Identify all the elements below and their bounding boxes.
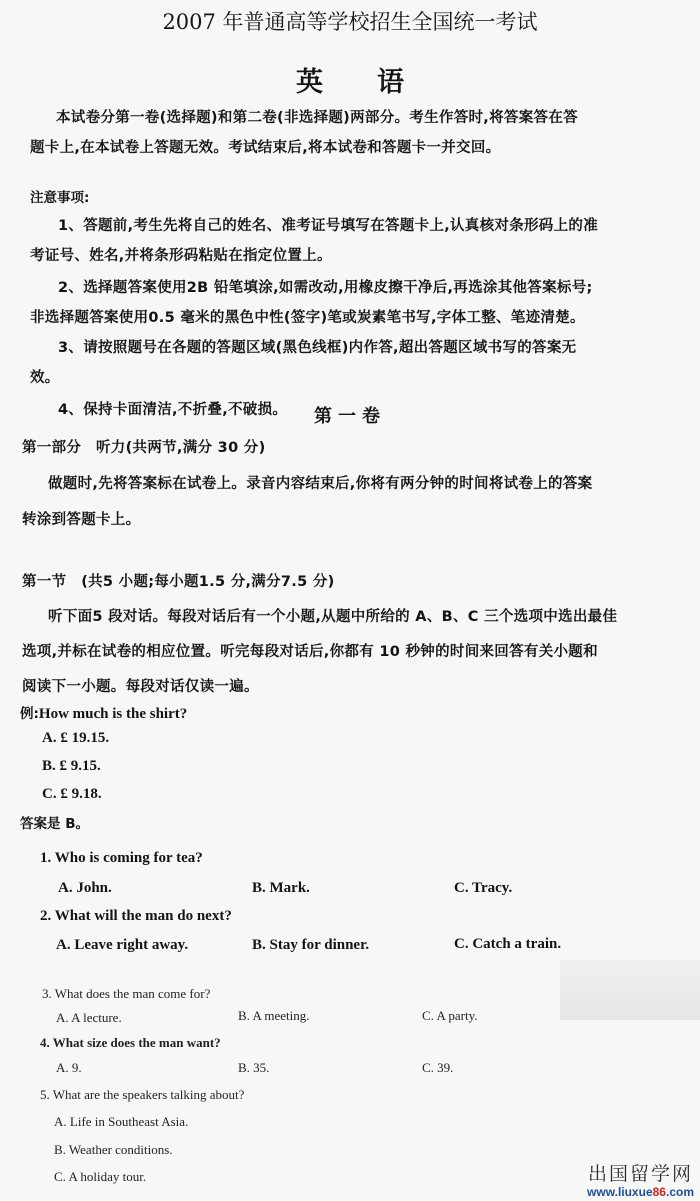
note-3-line-2: 效。	[30, 370, 60, 386]
question-1-option-a: A. John.	[58, 880, 112, 896]
part1-instruction-line-1: 做题时,先将答案标在试卷上。录音内容结束后,你将有两分钟的时间将试卷上的答案	[48, 476, 593, 492]
part1-heading: 第一部分 听力(共两节,满分 30 分)	[22, 440, 266, 456]
subject-char-2: 语	[377, 67, 404, 98]
subject-title	[0, 60, 700, 99]
example-question-text: How much is the shirt?	[38, 706, 188, 722]
exam-title: 2007 年普通高等学校招生全国统一考试	[162, 10, 538, 34]
section1-instruction-line-1: 听下面5 段对话。每段对话后有一个小题,从题中所给的 A、B、C 三个选项中选出最佳	[48, 609, 618, 625]
question-4: 4. What size does the man want?	[40, 1035, 221, 1050]
example-option-c: C. £ 9.18.	[42, 786, 102, 802]
example-option-b: B. £ 9.15.	[42, 758, 101, 774]
question-4-option-b: B. 35.	[238, 1060, 270, 1075]
question-2-option-b: B. Stay for dinner.	[252, 937, 370, 953]
watermark-name: 出国留学网	[588, 1163, 694, 1185]
section1-instruction-line-3: 阅读下一小题。每段对话仅读一遍。	[22, 679, 259, 695]
note-4-line-1: 4、保持卡面清洁,不折叠,不破损。	[58, 402, 288, 418]
question-5-option-b: B. Weather conditions.	[54, 1142, 173, 1157]
question-2: 2. What will the man do next?	[40, 908, 232, 924]
notes-heading: 注意事项:	[30, 190, 90, 206]
question-2-option-a: A. Leave right away.	[56, 937, 189, 953]
question-3-option-c: C. A party.	[422, 1008, 478, 1023]
example-option-a: A. £ 19.15.	[42, 730, 110, 746]
question-1: 1. Who is coming for tea?	[40, 850, 203, 866]
intro-line-2: 题卡上,在本试卷上答题无效。考试结束后,将本试卷和答题卡一并交回。	[30, 140, 501, 156]
example-label: 例:	[20, 706, 39, 722]
question-3: 3. What does the man come for?	[42, 986, 211, 1001]
note-2-line-2: 非选择题答案使用0.5 毫米的黑色中性(签字)笔或炭素笔书写,字体工整、笔迹清楚。	[30, 310, 585, 326]
note-2-line-1: 2、选择题答案使用2B 铅笔填涂,如需改动,用橡皮擦干净后,再选涂其他答案标号;	[58, 280, 593, 296]
question-4-option-a: A. 9.	[56, 1060, 82, 1075]
question-3-option-b: B. A meeting.	[238, 1008, 310, 1023]
question-5-option-c: C. A holiday tour.	[54, 1169, 147, 1184]
question-5: 5. What are the speakers talking about?	[40, 1087, 245, 1102]
question-1-option-b: B. Mark.	[252, 880, 310, 896]
example-answer: 答案是 B。	[20, 816, 89, 832]
question-3-option-a: A. A lecture.	[56, 1010, 122, 1025]
question-1-option-c: C. Tracy.	[454, 880, 513, 896]
note-3-line-1: 3、请按照题号在各题的答题区域(黑色线框)内作答,超出答题区域书写的答案无	[58, 340, 577, 356]
site-watermark	[587, 1163, 694, 1199]
section1-heading: 第一节 (共5 小题;每小题1.5 分,满分7.5 分)	[22, 574, 335, 590]
question-2-option-c: C. Catch a train.	[454, 936, 562, 952]
question-4-option-c: C. 39.	[422, 1060, 454, 1075]
scan-shadow	[560, 960, 700, 1020]
intro-line-1: 本试卷分第一卷(选择题)和第二卷(非选择题)两部分。考生作答时,将答案答在答	[56, 110, 578, 126]
part1-instruction-line-2: 转涂到答题卡上。	[22, 512, 141, 528]
note-1-line-2: 考证号、姓名,并将条形码粘贴在指定位置上。	[30, 248, 332, 264]
note-1-line-1: 1、答题前,考生先将自己的姓名、准考证号填写在答题卡上,认真核对条形码上的准	[58, 218, 599, 234]
question-5-option-a: A. Life in Southeast Asia.	[54, 1114, 189, 1129]
watermark-url: www.liuxue86.com	[587, 1185, 694, 1199]
section1-instruction-line-2: 选项,并标在试卷的相应位置。听完每段对话后,你都有 10 秒钟的时间来回答有关小题和	[22, 644, 598, 660]
example-question	[20, 702, 187, 723]
volume-title: 第一卷	[314, 406, 386, 427]
subject-char-1: 英	[296, 67, 323, 98]
